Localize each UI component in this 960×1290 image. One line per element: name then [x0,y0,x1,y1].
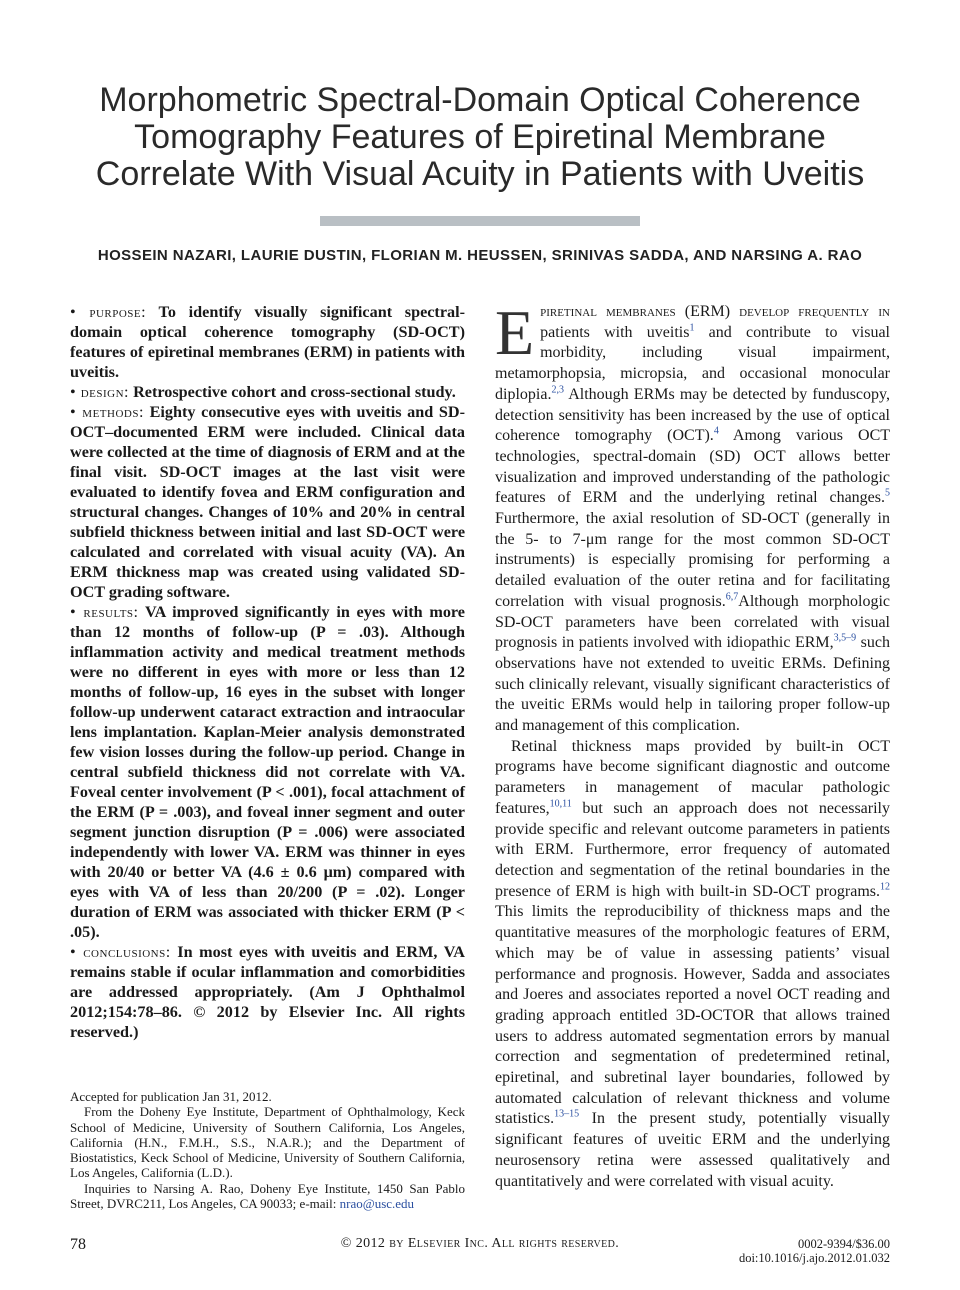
abstract-label: • conclusions: [70,943,171,961]
body-sentence: Among various OCT technologies, spectral-domain (SD) OCT allows better visualization and improved understanding of the pathologic features of ERM and the underlying retinal changes. [495,427,891,507]
body-sentence: Although morphologic SD-OCT parameters have been correlated with visual prognosis in patients involved with idiopathic ERM, [495,592,890,652]
body-text [495,297,891,1192]
abstract [70,302,465,1042]
body-sentence: This limits the reproducibility of thickness maps and the quantitative measures of the morphologic features of ERM, which may be of value in assessing patients’ visual performance and prognosis. However, Sadda and associates and Joeres and associates reported a novel OCT reading and grading approach entitled 3D-OCTOR that allows trained users to address automated segmentation errors by manual correction and segmentation of predetermined retinal, epiretinal, and subretinal layer boundaries, followed by automated calculation of relevant thickness and volume statistics. [495,903,890,1128]
abstract-text: To identify visually significant spectral-domain optical coherence tomography (SD-OCT) features of epiretinal membranes (ERM) in patients with uveitis. [70,303,465,381]
body-sentence: Although ERMs may be detected by funduscopy, detection sensitivity has been increased by the use of optical coherence tomography (OCT). [495,385,890,445]
lead-in: piretinal membranes (ERM) develop frequently in [540,303,890,320]
citation-link[interactable]: 2,3 [551,384,564,396]
abstract-design [70,382,465,402]
article-title: Morphometric Spectral-Domain Optical Coherence Tomography Features of Epiretinal Membrane Correlate With Visual Acuity in Patients with Uveitis [95,81,865,193]
abstract-conclusions [70,942,465,1042]
abstract-text: Retrospective cohort and cross-sectional study. [129,383,456,401]
citation-link[interactable]: 3,5–9 [833,632,857,644]
title-divider [320,216,640,226]
abstract-label: • purpose: [70,303,147,321]
citation-link[interactable]: 10,11 [549,798,572,810]
author-list: HOSSEIN NAZARI, LAURIE DUSTIN, FLORIAN M. HEUSSEN, SRINIVAS SADDA, AND NARSING A. RAO [97,247,863,264]
abstract-results [70,602,465,942]
body-sentence: such observations have not extended to uveitic ERMs. Defining such clinically relevant, visually significant characteristics of the uveitic ERMs would help in tailoring proper follow-up and management of this complication. [495,634,891,735]
intro-paragraph-1 [495,297,891,737]
inquiries-text: Inquiries to Narsing A. Rao, Doheny Eye Institute, 1450 San Pablo Street, DVRC211, Los Angeles, CA 90033; e-mail: [70,1180,465,1212]
drop-cap: E [495,297,535,368]
abstract-text: In most eyes with uveitis and ERM, VA remains stable if ocular inflammation and comorbidities are addressed appropriately. (Am J Ophthalmol 2012;154:78–86. © 2012 by Elsevier Inc. All rights reserved.) [70,943,465,1041]
abstract-label: • methods: [70,403,144,421]
body-sentence: Retinal thickness maps provided by built-in OCT programs have become significant diagnostic and outcome parameters in management of macular pathologic features, [495,737,890,817]
abstract-purpose [70,302,465,382]
body-sentence: Furthermore, the axial resolution of SD-OCT (generally in the 5- to 7-μm range for the most common SD-OCT instruments) is especially promising for performing a detailed evaluation of the outer retina and for facilitating correlation with visual prognosis. [495,510,890,610]
abstract-label: • results: [70,603,139,621]
abstract-text: VA improved significantly in eyes with more than 12 months of follow-up (P = .03). Although inflammation activity and medical treatment methods were no different in eyes with more or less than 12 months of follow-up, 16 eyes in the subset with longer follow-up underwent cataract extraction and intraocular lens implantation. Kaplan-Meier analysis demonstrated few vision losses during the follow-up period. Change in central subfield thickness did not correlate with VA. Foveal center involvement (P < .001), focal attachment of the ERM (P = .003), and foveal inner segment and outer segment junction disruption (P = .006) were associated independently with lower VA. ERM was thinner in eyes with 20/40 or better VA (4.6 ± 0.6 μm) compared with eyes with VA of less than 20/200 (P = .02). Longer duration of ERM was associated with thicker ERM (P < .05). [70,603,465,941]
page-number: 78 [70,1236,86,1253]
citation-link[interactable]: 5 [885,488,890,499]
body-sentence: but such an approach does not necessarily provide specific and relevant outcome parameters in patients with ERM. Furthermore, error frequency of automated detection and segmentation of the retinal boundaries in the presence of ERM is high with built-in SD-OCT programs. [495,799,890,900]
footnotes [70,1089,465,1211]
abstract-text: Eighty consecutive eyes with uveitis and SD-OCT–documented ERM were included. Clinical data were collected at the time of diagnosis of ERM and at the final visit. SD-OCT images at the last visit were evaluated to identify fovea and ERM configuration and structural changes. Changes of 10% and 20% in central subfield thickness between initial and last SD-OCT were calculated and correlated with visual acuity (VA). An ERM thickness map was created using validated SD-OCT grading software. [70,403,465,601]
doi[interactable]: doi:10.1016/j.ajo.2012.01.032 [738,1251,890,1265]
citation-link[interactable]: 13–15 [554,1109,580,1121]
accepted-date: Accepted for publication Jan 31, 2012. [70,1089,272,1104]
publication-ids [739,1237,890,1265]
citation-link[interactable]: 6,7 [725,591,739,603]
abstract-label: • design: [70,383,130,401]
citation-link[interactable]: 4 [713,425,719,437]
body-sentence: In the present study, potentially visually significant features of uveitic ERM and the underlying neurosensory retina were assessed qualitatively and quantitatively and were correlated with visual acuity. [495,1110,890,1190]
affiliation-note: From the Doheny Eye Institute, Department of Ophthalmology, Keck School of Medicine, University of Southern California, Los Angeles, California (H.N., F.M.H., S.S., N.A.R.); and the Department of Biostatistics, Keck School of Medicine, University of Southern California, Los Angeles, California (L.D.). [70,1104,465,1181]
email-link[interactable]: nrao@usc.edu [339,1196,415,1212]
intro-paragraph-2 [495,737,890,1192]
inquiries-note [70,1181,465,1212]
citation-link[interactable]: 1 [689,322,695,334]
body-sentence: patients with uveitis [540,323,690,341]
issn-price: 0002-9394/$36.00 [797,1237,890,1251]
body-sentence: and contribute to visual morbidity, including visual impairment, metamorphopsia, micropsia, and occasional monocular diplopia. [495,323,890,403]
citation-link[interactable]: 12 [880,881,890,893]
copyright-line: © 2012 by Elsevier Inc. All rights reserved. [340,1236,620,1251]
abstract-methods [70,402,465,602]
